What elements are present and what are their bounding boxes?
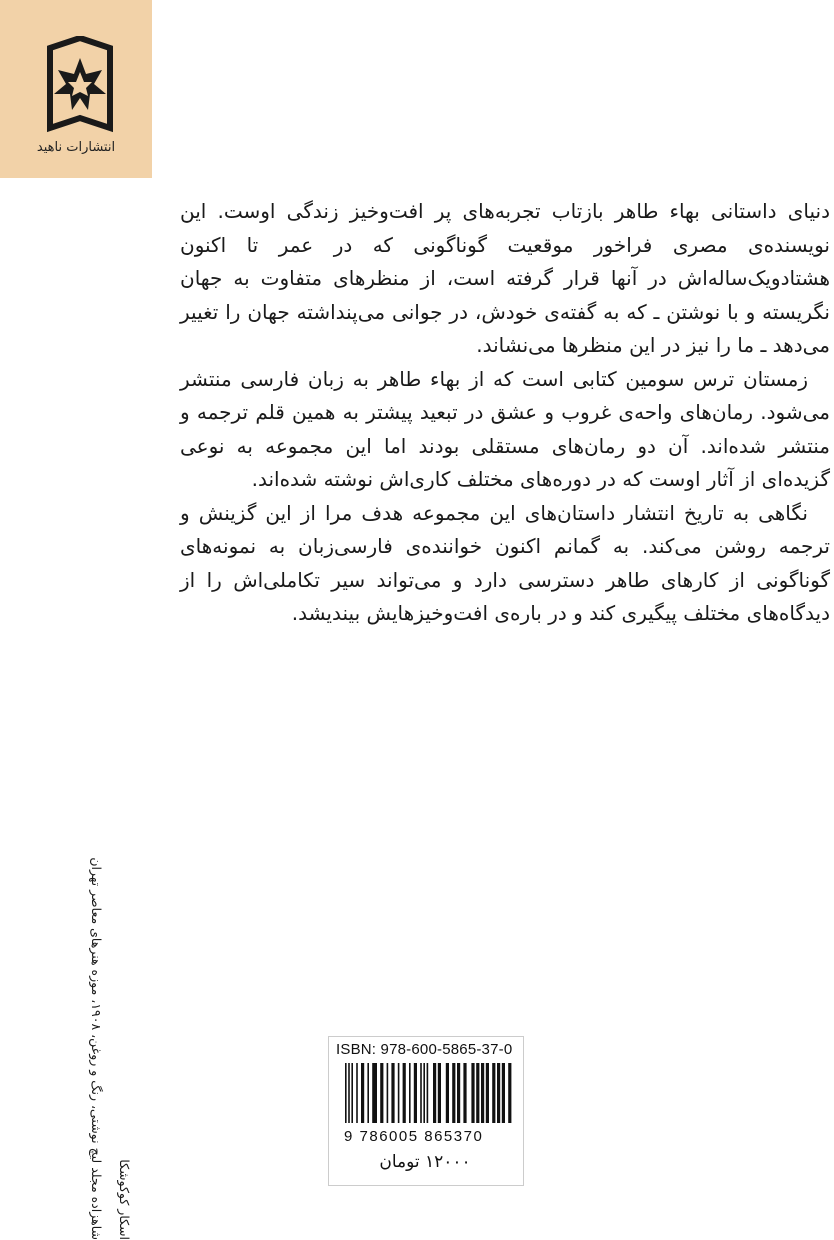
barcode-bar <box>471 1063 474 1123</box>
barcode-bar <box>486 1063 489 1123</box>
blurb-paragraph-1: دنیای داستانی بهاء طاهر بازتاب تجربه‌های پر افت‌وخیز زندگی اوست. این نویسنده‌ی مصری فراخور موقعیت گوناگونی که در عمر تا اکنون هشتادویک‌ساله‌اش در آنها قرار گرفته است، از منظرهای متفاوت به جهان نگریسته و با نوشتن ـ که به گفته‌ی خودش، در جوانی می‌پنداشته جهان را تغییر می‌دهد ـ ما را نیز در این منظرها می‌نشاند. <box>180 199 830 357</box>
credit-caption: شاهزاده مجلد لیچ نوشتی، رنگ و روغن، ۱۹۰۸، موزه هنرهای معاصر تهران <box>89 857 104 1240</box>
barcode-bar <box>463 1063 466 1123</box>
barcode-bar <box>398 1063 400 1123</box>
barcode-digits: 9 786005 865370 <box>344 1128 484 1145</box>
barcode-bar <box>387 1063 389 1123</box>
barcode-bar <box>427 1063 429 1123</box>
barcode-bar <box>433 1063 436 1123</box>
publisher-name: انتشارات ناهید <box>36 140 116 155</box>
barcode-bar <box>423 1063 425 1123</box>
barcode-bar <box>446 1063 449 1123</box>
barcode-bar <box>361 1063 364 1123</box>
barcode-bars <box>343 1063 515 1127</box>
barcode-bar <box>481 1063 484 1123</box>
barcode-bar <box>492 1063 495 1123</box>
blurb-paragraph-3: نگاهی به تاریخ انتشار داستان‌های این مجموعه هدف مرا از این گزینش و ترجمه روشن می‌کند. به گمانم اکنون خواننده‌ی فارسی‌زبان به نمونه‌های گوناگونی از کارهای طاهر دسترسی دارد و می‌تواند سیر تکاملی‌اش را از دیدگاه‌های مختلف پیگیری کند و در باره‌ی افت‌وخیزهایش بیندیشد. <box>180 500 830 625</box>
barcode-bar <box>403 1063 406 1123</box>
blurb-paragraph-2: زمستان ترس سومین کتابی است که از بهاء طاهر به زبان فارسی منتشر می‌شود. رمان‌های واحه‌ی غروب و عشق در تبعید پیشتر به همین قلم ترجمه و منتشر شده‌اند. آن دو رمان‌های مستقلی بودند اما این مجموعه به نوعی گزیده‌ای از آثار اوست که در دوره‌های مختلف کاری‌اش نوشته شده‌اند. <box>180 366 830 491</box>
barcode-bar <box>420 1063 422 1123</box>
barcode-bar <box>452 1063 455 1123</box>
barcode-bar <box>348 1063 350 1123</box>
barcode-bar <box>367 1063 369 1123</box>
barcode-bar <box>476 1063 479 1123</box>
barcode-bar <box>457 1063 460 1123</box>
barcode-bar <box>380 1063 383 1123</box>
barcode-bar <box>508 1063 511 1123</box>
barcode-bar <box>409 1063 411 1123</box>
credit-artist: اسکار کوکوشکا <box>117 1159 132 1240</box>
barcode-bar <box>497 1063 500 1123</box>
barcode-bar <box>356 1063 358 1123</box>
price-label: ۱۲۰۰۰ تومان <box>379 1152 471 1172</box>
barcode-bar <box>345 1063 347 1123</box>
barcode-bar <box>391 1063 394 1123</box>
star-book-logo-icon <box>40 36 120 136</box>
back-cover-blurb <box>180 195 830 631</box>
barcode-bar <box>372 1063 377 1123</box>
cover-art-credit <box>28 820 138 1240</box>
publisher-logo-panel <box>0 0 152 178</box>
barcode-bar <box>414 1063 417 1123</box>
barcode-bar <box>351 1063 353 1123</box>
barcode-bar <box>438 1063 441 1123</box>
barcode-bar <box>502 1063 505 1123</box>
isbn-label: ISBN: 978-600-5865-37-0 <box>336 1041 513 1058</box>
